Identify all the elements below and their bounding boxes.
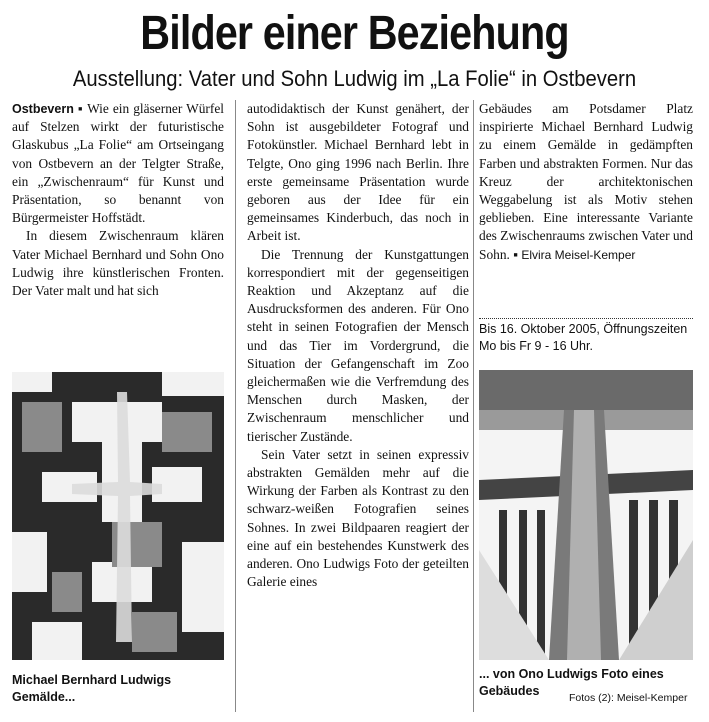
painting-image <box>12 372 224 660</box>
column-divider <box>473 100 474 712</box>
paragraph-text: Wie ein gläserner Würfel auf Stelzen wirkt der futuristische Glaskubus „La Folie“ am Ortseingang von Ostbevern an der Telgter Straße, ein „Zwischenraum“ für Kunst und Präsentation, so benannt von Bürgermeister Hoffstädt. <box>12 101 224 226</box>
building-graphic <box>479 370 693 660</box>
photo-credit: Fotos (2): Meisel-Kemper <box>569 692 688 704</box>
location-label: Ostbevern <box>12 102 74 116</box>
article-column-3 <box>479 100 693 300</box>
paragraph-text: Gebäudes am Potsdamer Platz inspirierte Michael Bernhard Ludwig zu einem Gemälde in gedämpften Farben und abstrakten Formen. Nur das Kreuz der architektonischen Weggabelung ist als Motiv stehen geblieben. Eine interessante Variante des Zwischenraums zwischen Vater und Sohn. <box>479 101 693 262</box>
paragraph: Sein Vater setzt in seinen expressiv abstrakten Gemälden mehr auf die Wirkung der Farben als Kontrast zu den schwarz-weißen Fotografien seines Sohnes. In zwei Bildpaaren reagiert der eine auf ein bestehendes Kunstwerk des anderen. Ono Ludwigs Foto der geteilten Galerie eines <box>247 446 469 590</box>
paragraph: Die Trennung der Kunstgattungen korrespondiert mit der gegenseitigen Reaktion und Akzeptanz auf die Ausdrucksformen des anderen. Für Ono steht in seinen Fotografien der Mensch und das Tier im Vordergrund, die Situation der Gefangenschaft im Zoo gleichermaßen wie die Verfremdung des Menschen durch Masken, der Zwischenraum menschlicher und tierischer Zustände. <box>247 246 469 444</box>
column-divider <box>235 100 236 712</box>
painting-caption: Michael Bernhard Ludwigs Gemälde... <box>12 673 172 704</box>
paragraph: In diesem Zwischenraum klären Vater Michael Bernhard und Sohn Ono Ludwig ihre künstlerischen Fronten. Der Vater malt und hat sich <box>12 228 224 299</box>
exhibition-info: Bis 16. Oktober 2005, Öffnungszeiten Mo bis Fr 9 - 16 Uhr. <box>479 318 693 355</box>
subheadline: Ausstellung: Vater und Sohn Ludwig im „La Folie“ in Ostbevern <box>72 66 637 91</box>
headline: Bilder einer Beziehung <box>140 7 569 60</box>
paragraph: Gebäudes am Potsdamer Platz inspirierte Michael Bernhard Ludwig zu einem Gemälde in gedämpften Farben und abstrakten Formen. Nur das Kreuz der architektonischen Weggabelung ist als Motiv stehen geblieben. Eine interessante Variante des Zwischenraums zwischen Vater und Sohn. ▪ Elvira Meisel-Kemper <box>479 101 693 262</box>
author-name: Elvira Meisel-Kemper <box>521 247 636 262</box>
paragraph: autodidaktisch der Kunst genähert, der Sohn ist ausgebildeter Fotograf und Fotokünstler. Michael Bernhard lebt in Telgte, Ono ging 1996 nach Berlin. Ihre erste gemeinsame Präsentation wurde geboren aus der Idee für ein gemeinsames Kinderbuch, das noch in Arbeit ist. <box>247 101 469 244</box>
building-photo <box>479 370 693 660</box>
painting-graphic <box>12 372 224 660</box>
photo-caption: ... von Ono Ludwigs Foto eines Gebäudes <box>479 667 664 698</box>
article-column-2 <box>247 100 469 712</box>
article-column-1 <box>12 100 224 362</box>
paragraph: Ostbevern ▪ Wie ein gläserner Würfel auf Stelzen wirkt der futuristische Glaskubus „La Folie“ am Ortseingang von Ostbevern an der Telgter Straße, ein „Zwischenraum“ für Kunst und Präsentation, so benannt von Bürgermeister Hoffstädt. <box>12 101 224 226</box>
